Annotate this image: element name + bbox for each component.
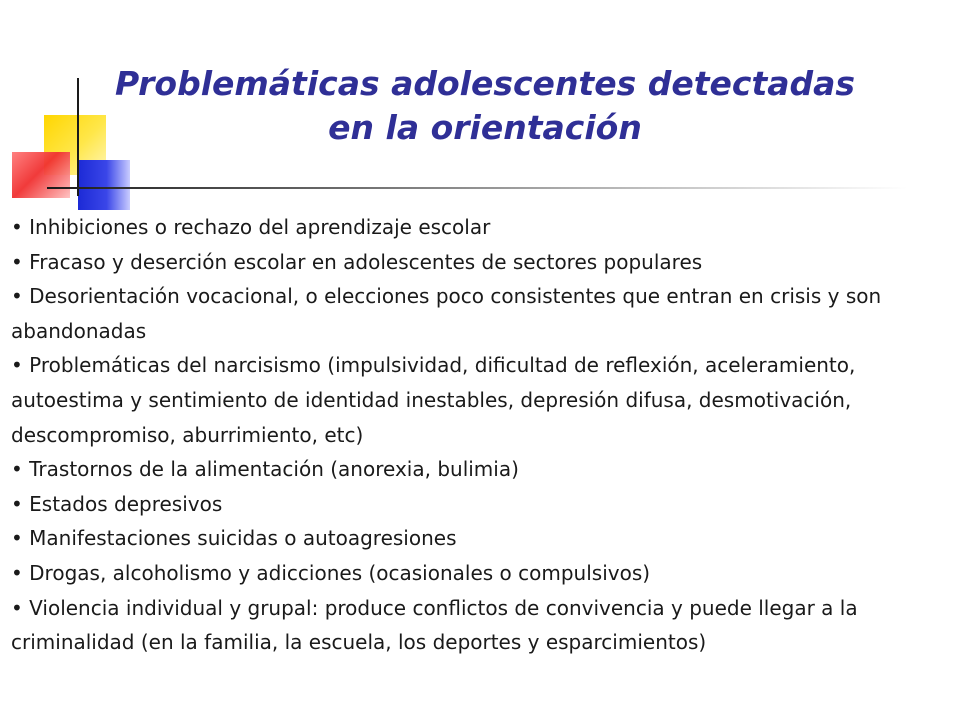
slide-title-line-1: Problemáticas adolescentes detectadas bbox=[114, 64, 856, 103]
decorative-red-square bbox=[12, 152, 70, 198]
bullet-item: • Estados depresivos bbox=[11, 487, 941, 522]
bullet-item: • Manifestaciones suicidas o autoagresiones bbox=[11, 521, 941, 556]
bullet-item: • Desorientación vocacional, o elecciones poco consistentes que entran en crisis y son abandonadas bbox=[11, 279, 941, 348]
slide-title bbox=[60, 62, 910, 150]
bullet-item: • Trastornos de la alimentación (anorexia, bulimia) bbox=[11, 452, 941, 487]
title-underline bbox=[47, 187, 907, 189]
slide-title-line-2: en la orientación bbox=[328, 108, 642, 147]
bullet-item: • Inhibiciones o rechazo del aprendizaje escolar bbox=[11, 210, 941, 245]
bullet-item: • Problemáticas del narcisismo (impulsividad, dificultad de reflexión, aceleramiento, autoestima y sentimiento de identidad inestables, depresión difusa, desmotivación, descompromiso, aburrimiento, etc) bbox=[11, 348, 941, 452]
bullet-item: • Fracaso y deserción escolar en adolescentes de sectores populares bbox=[11, 245, 941, 280]
bullet-item: • Drogas, alcoholismo y adicciones (ocasionales o compulsivos) bbox=[11, 556, 941, 591]
bullet-item: • Violencia individual y grupal: produce conflictos de convivencia y puede llegar a la criminalidad (en la familia, la escuela, los deportes y esparcimientos) bbox=[11, 591, 941, 660]
decorative-blue-square bbox=[78, 160, 130, 210]
bullet-list bbox=[11, 210, 941, 660]
